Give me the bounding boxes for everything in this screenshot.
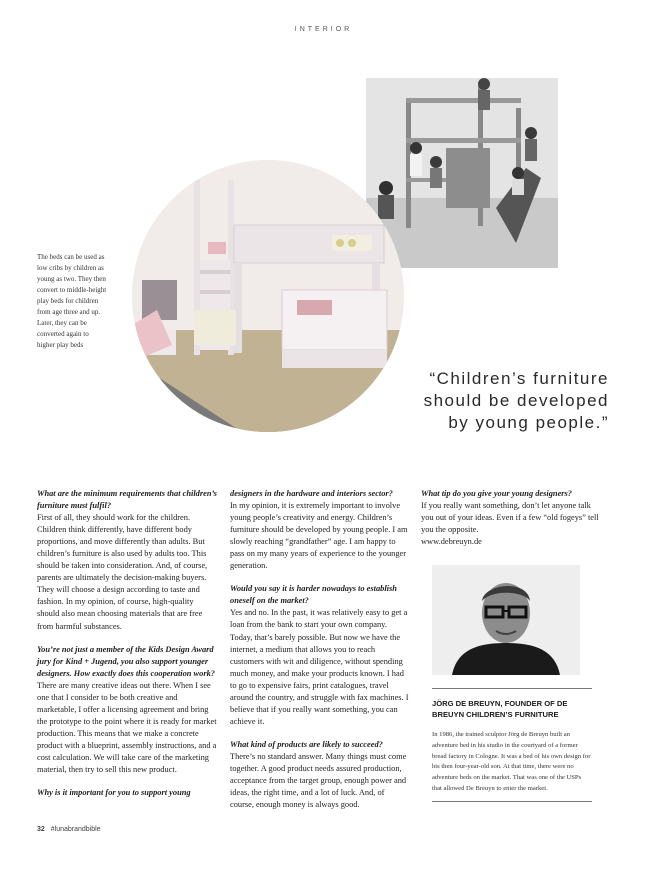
brand-hashtag: #lunabrandbible bbox=[50, 826, 101, 833]
bio-box bbox=[432, 688, 592, 802]
interview-question: What tip do you give your young designers? bbox=[421, 489, 572, 498]
website-link[interactable]: www.debreuyn.de bbox=[421, 537, 482, 547]
pull-quote-line: by young people.” bbox=[448, 413, 609, 432]
interview-question: Why is it important for you to support young bbox=[37, 788, 191, 798]
interview-question: What are the minimum requirements that children’s furniture must fulfil? bbox=[37, 489, 217, 511]
interview-answer: Yes and no. In the past, it was relatively easy to get a loan from the bank to start your own company. Today, that’s barely possible. But now we have the internet, a medium that allows you to reach customers with wit and diligence, without spending much money, and make your products known. I had to go to expensive fairs, print catalogues, travel around the country, and struggle with fax machines. I believe that if you really want something, you can achieve it. bbox=[230, 608, 409, 726]
page-number: 32 bbox=[37, 826, 45, 833]
interview-question: designers in the hardware and interiors sector? bbox=[230, 489, 393, 498]
interview-question: You’re not just a member of the Kids Design Award jury for Kind + Jugend, you also support younger designers. How exactly does this cooperation work? bbox=[37, 644, 215, 678]
interview-answer: There’s no standard answer. Many things must come together. A good product needs assured production, acceptance from the target group, enough power and ideas, the right time, and a lot of luck. And, of course, enough money is always good. bbox=[230, 751, 407, 810]
article-column-2 bbox=[230, 488, 410, 811]
pull-quote-line: “Children’s furniture bbox=[429, 369, 609, 388]
portrait-photo bbox=[432, 565, 580, 675]
page-footer bbox=[37, 826, 101, 833]
interview-question: What kind of products are likely to succeed? bbox=[230, 739, 383, 749]
photo-caption: The beds can be used as low cribs by children as young as two. They then convert to middle-height play beds for children from age three and up. Later, they can be converted again to higher play beds bbox=[37, 253, 107, 349]
bw-photo bbox=[366, 78, 558, 268]
article-column-1 bbox=[37, 488, 217, 799]
pull-quote bbox=[349, 368, 609, 434]
interview-answer: If you really want something, don’t let anyone talk you out of your ideas. Even if a few “old fogeys” tell you the opposite. bbox=[421, 501, 599, 535]
interview-answer: In my opinion, it is extremely important to involve young people’s creativity and energy. Children’s furniture should be developed by young people. I am slowly reaching “grandfather” age. I am happy to pass on my many years of experience to the younger generation. bbox=[230, 501, 408, 571]
pull-quote-line: should be developed bbox=[423, 391, 609, 410]
bio-title: JÖRG DE BREUYN, FOUNDER OF DE BREUYN CHILDREN’S FURNITURE bbox=[432, 699, 568, 719]
interview-question: Would you say it is harder nowadays to establish oneself on the market? bbox=[230, 584, 397, 606]
bio-text: In 1986, the trained sculptor Jörg de Breuyn built an adventure bed in his studio in the courtyard of a former bread factory in Cologne. It was a bed of his own design for his then four-year-old son. At that time, there were no adventure beds on the market. That was one of the USPs that allowed De Breuyn to enter the market. bbox=[432, 731, 591, 792]
article-column-3 bbox=[421, 488, 601, 548]
interview-answer: First of all, they should work for the children. Children think differently, have different body proportions, and move differently than adults. But children’s furniture is also used by adults too. This should be taken into consideration. And, of course, parents are ultimately the decision-making buyers. They will choose a design according to taste and fashion. In my opinion, of course, high-quality should also mean choosing materials that are free from harmful substances. bbox=[37, 513, 208, 631]
interview-answer: There are many creative ideas out there. When I see one that I consider to be both creative and marketable, I offer a licensing agreement and bring the prototype to the point where it is ready for market production. This means that we make a concrete product with a blueprint, assembly instructions, and a cost calculation. We will take care of the marketing material, then try to sell this new product. bbox=[37, 680, 217, 775]
section-label: INTERIOR bbox=[294, 26, 353, 33]
